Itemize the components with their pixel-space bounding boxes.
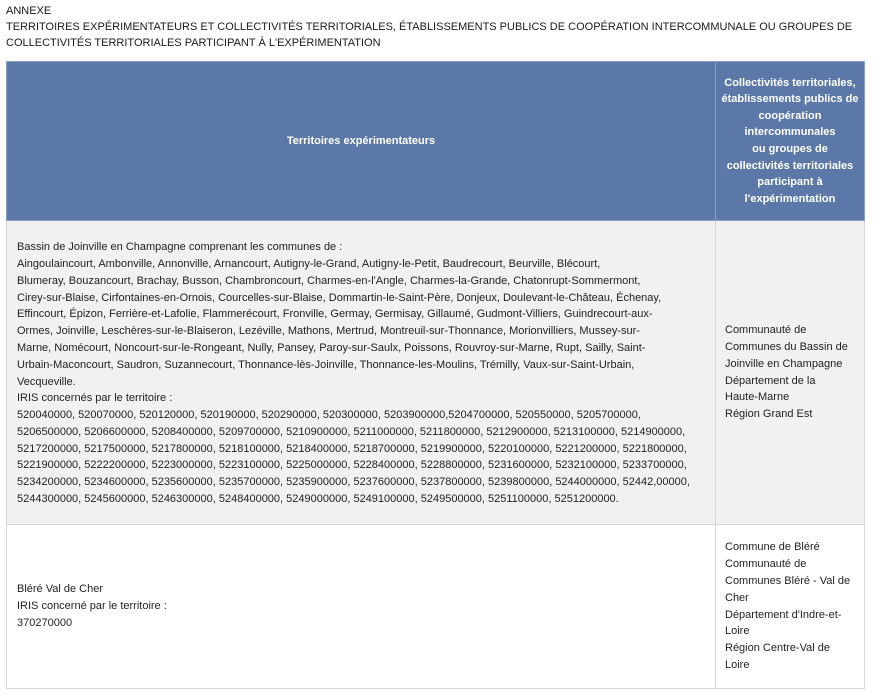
collectivity-line: Cher <box>725 591 749 604</box>
collectivity-line: Communes Bléré - Val de <box>725 574 851 587</box>
territory-line: Bassin de Joinville en Champagne comprenant les communes de : <box>17 241 343 254</box>
header-line: intercommunales <box>744 126 836 139</box>
territory-line: Marne, Nomécourt, Noncourt-sur-le-Rongeant, Nully, Pansey, Paroy-sur-Saulx, Poissons, Rouvroy-sur-Marne, Rupt, Sailly, Saint- <box>17 341 646 354</box>
collectivity-line: Communes du Bassin de <box>725 340 848 353</box>
header-line: établissements publics de <box>721 93 859 106</box>
annex-label: ANNEXE <box>6 5 52 17</box>
column-header-collectivities <box>716 62 865 221</box>
territory-line: Effincourt, Épizon, Ferrière-et-Lafolie, Flammerécourt, Fronville, Germay, Germisay, Gillaumé, Gudmont-Villiers, Guindrecourt-aux- <box>17 308 653 321</box>
collectivity-line: Joinville en Champagne <box>725 357 843 370</box>
collectivity-line: Communauté de <box>725 558 807 571</box>
territory-line: 5234200000, 5234600000, 5235600000, 5235700000, 5235900000, 5237600000, 5237800000, 5239800000, 5244000000, 52442,00000, <box>17 476 690 489</box>
territory-line: 5206500000, 5206600000, 5208400000, 5209700000, 5210900000, 5211000000, 5211800000, 5212900000, 5213100000, 5214900000, <box>17 425 686 438</box>
territory-line: IRIS concernés par le territoire : <box>17 392 173 405</box>
column-header-territories: Territoires expérimentateurs <box>7 62 716 221</box>
annex-title: TERRITOIRES EXPÉRIMENTATEURS ET COLLECTIVITÉS TERRITORIALES, ÉTABLISSEMENTS PUBLICS DE COOPÉRATION INTERCOMMUNALE OU GROUPES DE COLLECTIVITÉS TERRITORIALES PARTICIPANT À L'EXPÉRIMENTATION <box>6 21 853 49</box>
territory-line: Cirey-sur-Blaise, Cirfontaines-en-Ornois, Courcelles-sur-Blaise, Dommartin-le-Saint-Père, Donjeux, Doulevant-le-Château, Échenay, <box>17 291 662 304</box>
document-header <box>6 3 866 51</box>
table-header-row <box>7 62 865 221</box>
territory-line: Bléré Val de Cher <box>17 583 104 596</box>
collectivity-line: Région Centre-Val de <box>725 642 830 655</box>
collectivity-cell-blere <box>716 525 865 689</box>
header-line: coopération <box>758 109 822 122</box>
collectivity-line: Haute-Marne <box>725 391 790 404</box>
territory-line: Ormes, Joinville, Leschères-sur-le-Blaiseron, Lezéville, Mathons, Mertrud, Montreuil-sur-Thonnance, Morionvilliers, Mussey-sur- <box>17 325 640 338</box>
collectivity-cell-joinville <box>716 221 865 525</box>
header-line: l'expérimentation <box>744 192 836 205</box>
territory-line: Aingoulaincourt, Ambonville, Annonville, Arnancourt, Autigny-le-Grand, Autigny-le-Petit, Baudrecourt, Beurville, Blécourt, <box>17 257 601 270</box>
header-line: ou groupes de <box>752 143 828 155</box>
table-row <box>7 221 865 525</box>
collectivity-line: Région Grand Est <box>725 408 813 421</box>
header-line: participant à <box>757 176 823 189</box>
territory-cell-joinville <box>7 221 716 525</box>
territory-line: 370270000 <box>17 616 73 629</box>
territory-line: 5217200000, 5217500000, 5217800000, 5218100000, 5218400000, 5218700000, 5219900000, 5220100000, 5221200000, 5221800000, <box>17 442 687 455</box>
collectivity-line: Communauté de <box>725 324 807 337</box>
territory-line: Vecqueville. <box>17 375 76 388</box>
territory-line: Blumeray, Bouzancourt, Brachay, Busson, Chambroncourt, Charmes-en-l'Angle, Charmes-la-Grande, Chatonrupt-Sommermont, <box>17 274 641 287</box>
header-line: Collectivités territoriales, <box>724 76 856 89</box>
collectivity-line: Loire <box>725 658 750 671</box>
territory-line: 5244300000, 5245600000, 5246300000, 5248400000, 5249000000, 5249100000, 5249500000, 5251100000, 5251200000. <box>17 493 619 506</box>
collectivity-line: Commune de Bléré <box>725 541 820 554</box>
territory-line: 5221900000, 5222200000, 5223000000, 5223100000, 5225000000, 5228400000, 5228800000, 5231600000, 5232100000, 5233700000, <box>17 459 687 472</box>
territories-table <box>6 61 865 689</box>
header-line: collectivités territoriales <box>726 159 854 172</box>
collectivity-line: Loire <box>725 625 750 638</box>
territory-line: 520040000, 520070000, 520120000, 520190000, 520290000, 520300000, 5203900000,5204700000, 520550000, 5205700000, <box>17 409 641 422</box>
collectivity-line: Département d'Indre-et- <box>725 608 842 621</box>
collectivity-line: Département de la <box>725 374 816 387</box>
table-row <box>7 525 865 689</box>
territory-line: Urbain-Maconcourt, Saudron, Suzannecourt, Thonnance-lès-Joinville, Thonnance-les-Moulins, Trémilly, Vaux-sur-Saint-Urbain, <box>17 358 635 371</box>
territory-cell-blere <box>7 525 716 689</box>
territory-line: IRIS concerné par le territoire : <box>17 600 167 613</box>
